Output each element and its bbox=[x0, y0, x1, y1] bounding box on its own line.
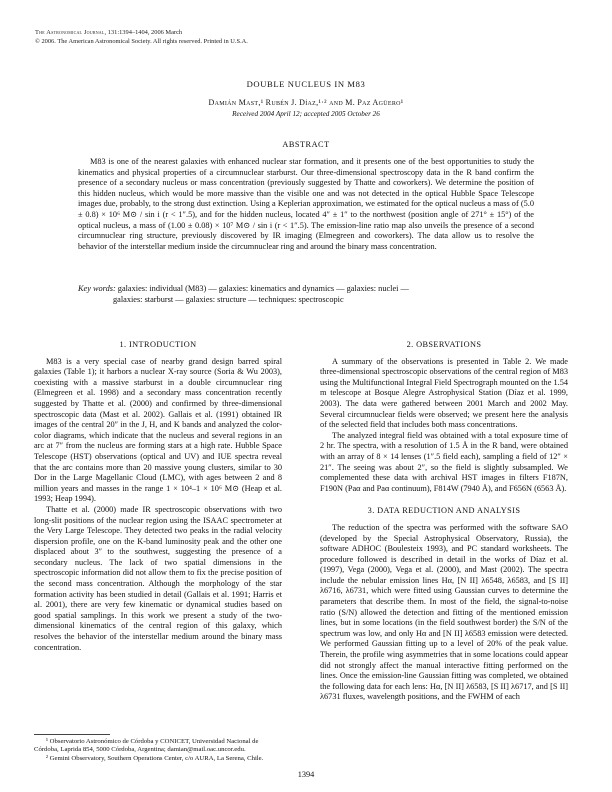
reduction-paragraph-1: The reduction of the spectra was performed with the software SAO (developed by the Special Astrophysical Observatory, Russia), the software ADHOC (Boulesteix 1993), and PC standard worksheets. The procedure followed is described in detail in the works of Díaz et al. (1997), Vega (2000), Vega et al. (2000), and Mast (2002). The spectra include the nebular emission lines Hα, [N II] λ6548, λ6583, and [S II] λ6716, λ6731, which were fitted using Gaussian curves to determine the parameters that describe them. In most of the field, the signal-to-noise ratio (S/N) allowed the detection and fitting of the mentioned emission lines, but in some locations (in the field southwest border) the S/N of the spectrum was low, and only Hα and [N II] λ6583 emission were detected. We performed Gaussian fitting up to a level of 20% of the peak value. Therein, the profile wing asymmetries that in some locations could appear did not strongly affect the manual interactive fitting performed on the lines. Once the emission-line Gaussian fitting was completed, we obtained the following data for each lens: Hα, [N II] λ6583, [S II] λ6717, and [S II] λ6731 fluxes, wavelength positions, and the FWHM of each bbox=[320, 522, 568, 702]
section-heading-introduction: 1. INTRODUCTION bbox=[119, 340, 197, 349]
observations-paragraph-1: A summary of the observations is presented in Table 2. We made three-dimensional spectroscopic observations of the central region of M83 using the Multifunctional Integral Field Spectrograph mounted on the 1.54 m telescope at Bosque Alegre Astrophysical Station (Díaz et al. 1999, 2003). The data were gathered between 2001 March and 2002 May. Several circumnuclear fields were observed; we present here the analysis of the selected field that includes both mass concentrations. bbox=[320, 356, 568, 430]
intro-paragraph-1: M83 is a very special case of nearby grand design barred spiral galaxies (Table 1); it harbors a nuclear X-ray source (Soria & Wu 2003), coexisting with a massive starburst in a double circumnuclear ring (Elmegreen et al. 1998) and a secondary mass concentration recently suggested by Thatte et al. (2000) and confirmed by three-dimensional spectroscopic data (Mast et al. 2002). Gallais et al. (1991) obtained IR images of the central 20″ in the J, H, and K bands and analyzed the color-color diagrams, which indicate that the nucleus and several regions in an arc at 7″ from the nucleus are forming stars at a high rate. Hubble Space Telescope (HST) observations (optical and UV) and IUE spectra reveal that the arc contains more than 20 massive young clusters, similar to 30 Dor in the Large Magellanic Cloud (LMC), with ages between 2 and 8 million years and masses in the range 1 × 10⁴–1 × 10⁶ M⊙ (Heap et al. 1993; Heap 1994). bbox=[34, 356, 282, 504]
keywords-line-1: galaxies: individual (M83) — galaxies: kinematics and dynamics — galaxies: nuclei — bbox=[117, 284, 409, 293]
keywords-line-2: galaxies: starburst — galaxies: structure — techniques: spectroscopic bbox=[113, 295, 344, 304]
left-column bbox=[34, 340, 282, 653]
journal-citation: , 131:1394–1404, 2006 March bbox=[104, 29, 183, 36]
author-list: Damián Mast,¹ Rubén J. Díaz,¹·² and M. Paz Agüero¹ bbox=[208, 98, 404, 107]
keywords-label: Key words: bbox=[78, 284, 116, 293]
intro-paragraph-2: Thatte et al. (2000) made IR spectroscopic observations with two long-slit positions of the nuclear region using the ISAAC spectrometer at the Very Large Telescope. They detected two peaks in the radial velocity dispersion profile, one on the K-band luminosity peak and the other one displaced about 3″ to the southwest, suggesting the presence of a secondary nucleus. The lack of two spatial dimensions in the spectroscopic information did not allow them to fix the precise position of the second mass concentration. Although the morphology of the star formation activity has been studied in detail (Gallais et al. 1991; Harris et al. 2001), there are very few kinematic or dynamical studies based on good spatial samplings. In this work we present a study of the two-dimensional kinematics of the central region of this galaxy, which resolves the behavior of the interstellar medium around the binary mass concentration. bbox=[34, 504, 282, 652]
abstract-heading: ABSTRACT bbox=[282, 140, 330, 149]
abstract-text: M83 is one of the nearest galaxies with enhanced nuclear star formation, and it presents one of the best opportunities to study the kinematics and physical properties of a circumnuclear starburst. Our three-dimensional spectroscopy data in the R band confirm the presence of a secondary nucleus or mass concentration (previously suggested by Thatte and coworkers). We determine the position of this hidden nucleus, which would be more massive than the visible one and was not detected in the optical Hubble Space Telescope images due, probably, to the strong dust extinction. Using a Keplerian approximation, we estimated for the optical nucleus a mass of (5.0 ± 0.8) × 10⁶ M⊙ / sin i (r < 1″.5), and for the hidden nucleus, located 4″ ± 1″ to the northwest (position angle of 271° ± 15°) of the optical nucleus, a mass of (1.00 ± 0.08) × 10⁷ M⊙ / sin i (r < 1″.5). The emission-line ratio map also unveils the presence of a second circumnuclear ring structure, previously discovered by IR imaging (Elmegreen and coworkers). The data allow us to resolve the behavior of the interstellar medium inside the circumnuclear ring and around the binary mass concentration. bbox=[78, 157, 534, 251]
copyright-line: © 2006. The American Astronomical Society. All rights reserved. Printed in U.S.A. bbox=[35, 38, 248, 45]
page-number: 1394 bbox=[297, 770, 315, 779]
footnote-1: ¹ Observatorio Astronómico de Córdoba y CONICET, Universidad Nacional de Córdoba, Laprida 854, 5000 Córdoba, Argentina; damian@mail.oac.uncor.edu. bbox=[34, 738, 259, 754]
journal-name: The Astronomical Journal bbox=[35, 29, 105, 36]
observations-paragraph-2: The analyzed integral field was obtained with a total exposure time of 2 hr. The spectra, with a resolution of 1.5 Å in the R band, were obtained with an array of 8 × 14 lenses (1″.5 field each), sampling a field of 12″ × 21″. The seeing was about 2″, so the field is slightly subsampled. We complemented these data with archival HST images in filters F187N, F190N (Paα and Paα continuum), F814W (7940 Å), and F656N (6563 Å). bbox=[320, 430, 568, 493]
received-date: Received 2004 April 12; accepted 2005 October 26 bbox=[232, 110, 380, 118]
running-header bbox=[35, 28, 248, 46]
footnote-2: ² Gemini Observatory, Southern Operations Center, c/o AURA, La Serena, Chile. bbox=[46, 754, 264, 762]
footnotes bbox=[34, 738, 282, 763]
footnote-rule bbox=[34, 734, 110, 735]
section-heading-reduction: 3. DATA REDUCTION AND ANALYSIS bbox=[367, 506, 521, 516]
section-heading-observations: 2. OBSERVATIONS bbox=[406, 340, 482, 349]
right-column bbox=[320, 340, 568, 703]
keywords bbox=[78, 284, 534, 295]
paper-title: DOUBLE NUCLEUS IN M83 bbox=[246, 79, 366, 89]
